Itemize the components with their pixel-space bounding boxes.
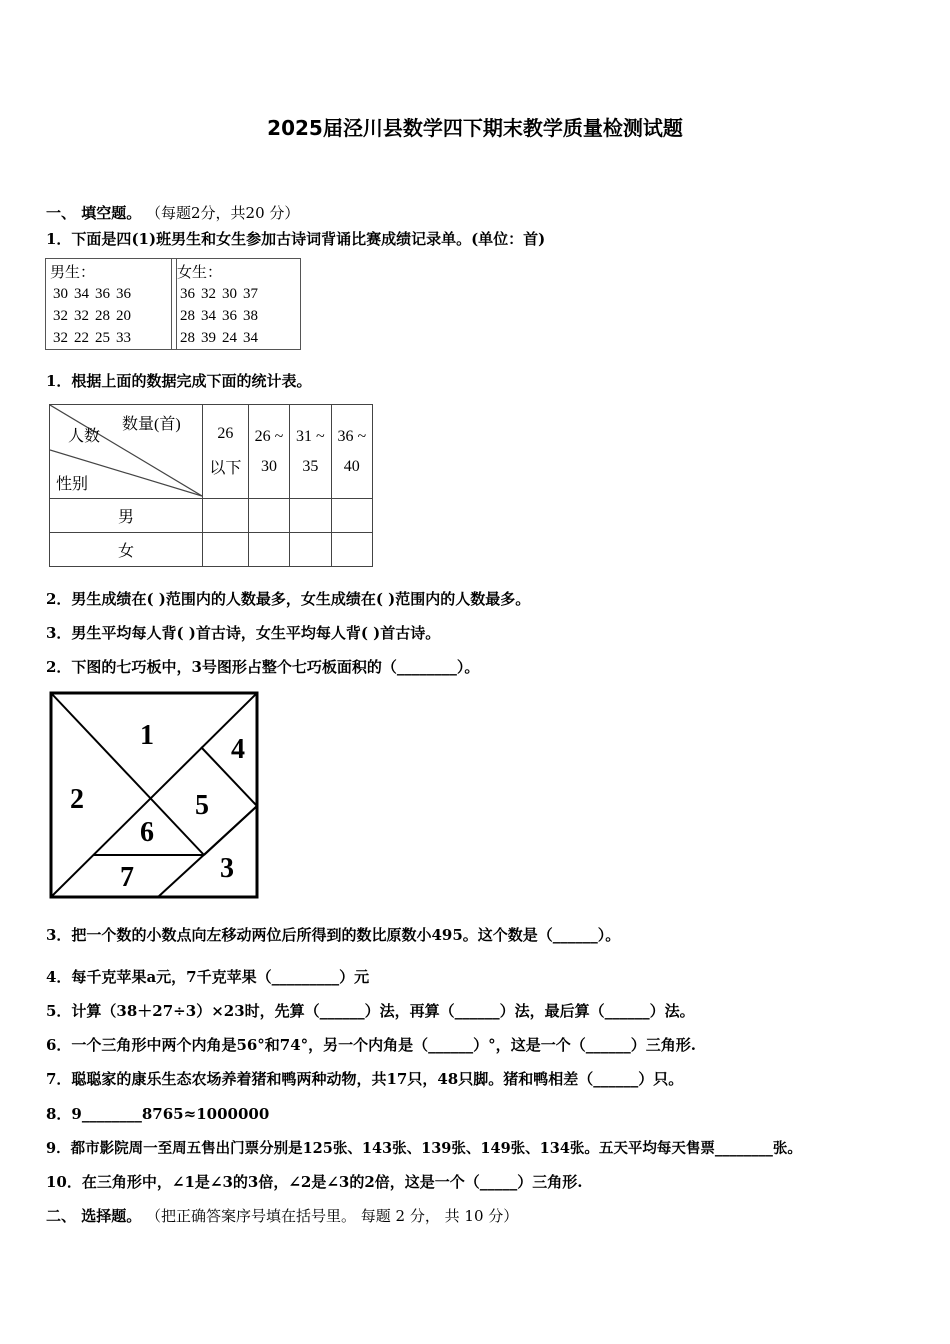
section-2-header [46,1205,518,1226]
question-5: 5．计算（38＋27÷3）×23时，先算（______）法，再算（______）法，最后算（______）法。 [46,1002,695,1020]
tangram-label-3: 3 [220,853,234,884]
question-2: 2．下图的七巧板中，3号图形占整个七巧板面积的（________）。 [46,658,480,676]
column-header [331,405,372,499]
boys-score: 25 [95,329,110,346]
blank-cell[interactable] [331,499,372,533]
question-1-sub-2: 2．男生成绩在( )范围内的人数最多，女生成绩在( )范围内的人数最多。 [46,590,531,608]
column-header-line: 36 ~ [337,427,367,445]
boys-score: 36 [95,285,110,302]
column-header [203,405,249,499]
score-record-box [45,258,301,350]
question-4: 4．每千克苹果a元，7千克苹果（_________）元 [46,968,370,986]
column-header [248,405,289,499]
question-9: 9．都市影院周一至周五售出门票分别是125张、143张、139张、149张、134张。五天平均每天售票________张。 [46,1140,802,1157]
section-1-note: （每题2分，共20 分） [146,204,300,222]
girls-score: 36 [180,285,195,302]
page-title: 2025届泾川县数学四下期末教学质量检测试题 [267,116,683,140]
tangram-label-7: 7 [120,862,134,893]
boys-score: 36 [116,285,131,302]
tangram-label-6: 6 [140,817,154,848]
boys-label: 男生： [50,265,96,281]
row-label-boys: 男 [50,499,203,533]
girls-score: 28 [180,329,195,346]
blank-cell[interactable] [290,499,331,533]
diag-bottom-label: 性别 [56,476,89,493]
question-8: 8．9________8765≈1000000 [46,1105,270,1123]
column-header-line: 40 [343,457,360,475]
section-2-label: 二、 选择题。 [46,1207,142,1225]
tangram-figure [48,690,260,900]
question-3: 3．把一个数的小数点向左移动两位后所得到的数比原数小495。这个数是（______）。 [46,926,621,944]
boys-score: 33 [116,329,131,346]
girls-score: 36 [222,307,237,324]
blank-cell[interactable] [248,499,289,533]
girls-score: 24 [222,329,237,346]
girls-score: 34 [243,329,258,346]
column-header-line: 以下 [209,460,242,477]
boys-score: 32 [53,329,68,346]
column-header-line: 26 [217,425,234,442]
boys-score: 28 [95,307,110,324]
blank-cell[interactable] [203,533,249,567]
boys-scores [50,283,134,349]
question-1-sub-3: 3．男生平均每人背( )首古诗，女生平均每人背( )首古诗。 [46,624,441,642]
question-1-sub-1: 1．根据上面的数据完成下面的统计表。 [46,372,312,390]
column-header-line: 35 [302,457,319,475]
tangram-label-4: 4 [231,734,245,765]
question-10: 10．在三角形中，∠1是∠3的3倍，∠2是∠3的2倍，这是一个（_____）三角形. [46,1173,583,1191]
girls-score: 38 [243,307,258,324]
column-header-line: 30 [260,457,277,475]
question-6: 6．一个三角形中两个内角是56°和74°，另一个内角是（______）°，这是一个（______）三角形. [46,1036,696,1054]
girls-score: 28 [180,307,195,324]
section-1-label: 一、 填空题。 [46,204,142,222]
tangram-label-1: 1 [140,720,154,751]
diag-mid-label: 人数 [68,428,101,445]
girls-label: 女生： [177,265,223,281]
question-1: 1．下面是四(1)班男生和女生参加古诗词背诵比赛成绩记录单。(单位：首) [46,230,546,248]
girls-scores [177,283,261,349]
blank-cell[interactable] [248,533,289,567]
boys-score: 32 [74,307,89,324]
girls-score: 32 [201,285,216,302]
statistics-table [49,404,373,567]
section-1-header [46,202,299,223]
column-header-line: 26 ~ [254,427,284,445]
tangram-label-2: 2 [70,784,84,815]
column-header [290,405,331,499]
boys-score: 22 [74,329,89,346]
blank-cell[interactable] [203,499,249,533]
question-7: 7．聪聪家的康乐生态农场养着猪和鸭两种动物，共17只，48只脚。猪和鸭相差（______）只。 [46,1070,684,1088]
girls-score: 34 [201,307,216,324]
tangram-label-5: 5 [195,790,209,821]
boys-score: 30 [53,285,68,302]
row-label-girls: 女 [50,533,203,567]
boys-score: 32 [53,307,68,324]
column-header-line: 31 ~ [296,427,325,445]
girls-score: 37 [243,285,258,302]
blank-cell[interactable] [290,533,331,567]
boys-score: 34 [74,285,89,302]
boys-score: 20 [116,307,131,324]
girls-record [177,261,261,349]
girls-score: 30 [222,285,237,302]
diagonal-header-cell [50,405,203,499]
girls-score: 39 [201,329,216,346]
diag-top-label: 数量(首) [122,416,181,433]
boys-record [50,261,134,349]
blank-cell[interactable] [331,533,372,567]
section-2-note: （把正确答案序号填在括号里。 每题 2 分， 共 10 分） [146,1207,519,1225]
